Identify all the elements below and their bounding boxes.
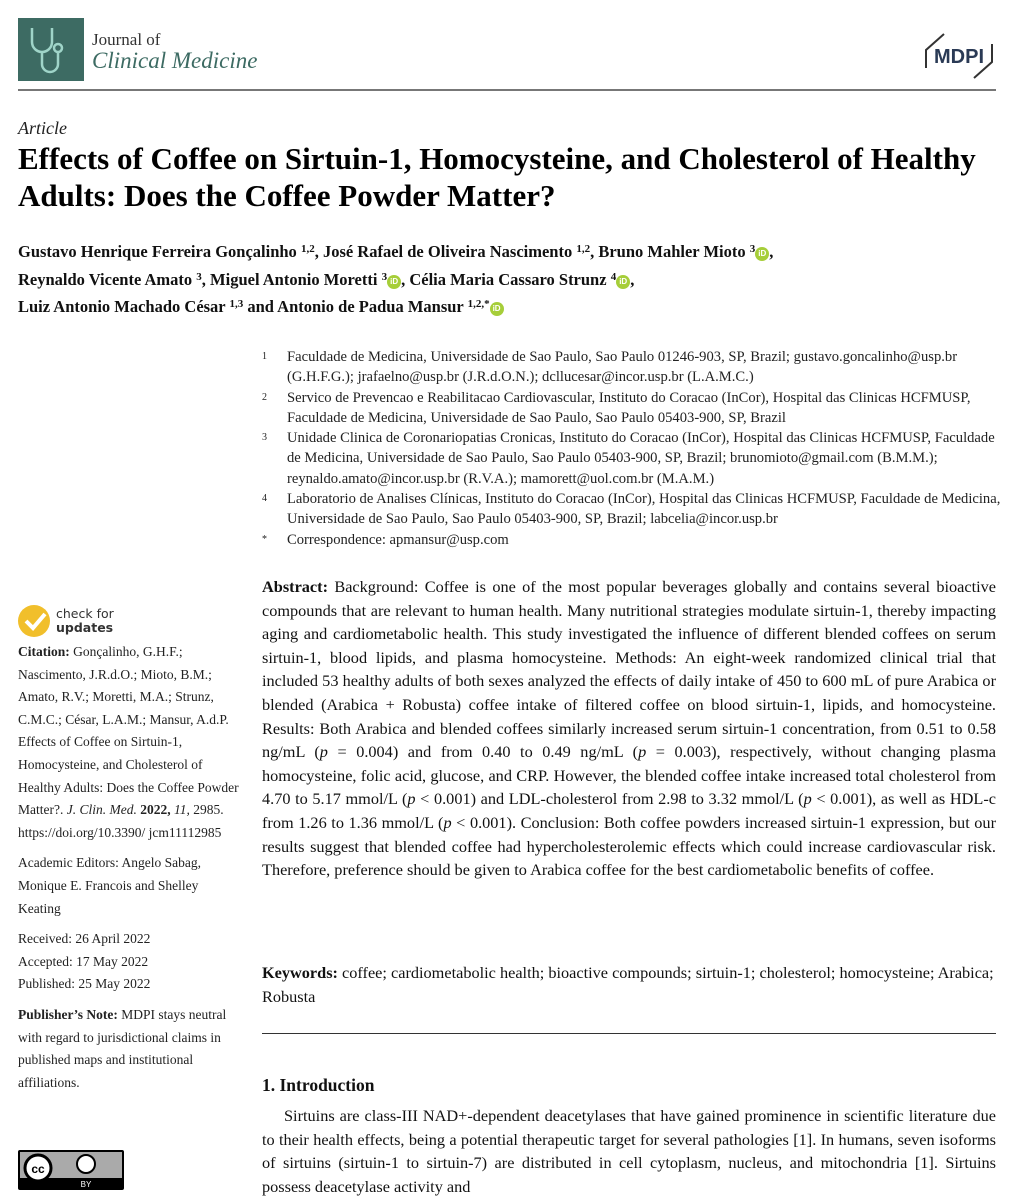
published-date: Published: 25 May 2022 [18,976,151,992]
citation-text: Gonçalinho, G.H.F.; Nascimento, J.R.d.O.; Mioto, B.M.; Amato, R.V.; Moretti, M.A.; Strunz, C.M.C.; César, L.A.M.; Mansur, A.d.P. Effects of Coffee on Sirtuin-1, Homocysteine, and Cholesterol of Healthy Adults: Does the Coffee Powder Matter?. [18,644,239,818]
author-separator: and [243,297,278,316]
header-rule [18,89,996,91]
stethoscope-icon [18,18,84,81]
affiliation-text: Unidade Clinica de Coronariopatias Cronicas, Instituto do Coracao (InCor), Hospital das Clinicas HCFMUSP, Faculdade de Medicina, Universidade de Sao Paulo, Sao Paulo 05403-900, SP, Brazil; brunomioto@gmail.com (B.M.M.); reynaldo.amato@incor.usp.br (R.V.A.); mamorett@uol.com.br (M.A.M.) [287,430,995,487]
affiliation-item [262,530,1002,550]
affiliation-item [262,388,1002,429]
check-for-label: check for [56,606,114,621]
abstract-text: < 0.001). Conclusion: Both coffee powders increased sirtuin-1 expression, but our results suggest that blended coffee had hypercholesterolemic effects which could increase cardiovascular risk. Therefore, preference should be given to Arabica coffee for the best cardiometabolic benefits of coffee. [262,812,996,880]
journal-name-line2: Clinical Medicine [92,48,258,73]
author-name[interactable]: Miguel Antonio Moretti [210,269,378,289]
sidebar [18,605,244,1102]
citation-doi[interactable]: 2985. https://doi.org/10.3390/ jcm11112985 [18,802,224,840]
mdpi-text: MDPI [934,46,984,68]
author-list [18,237,998,320]
keywords [262,961,996,1008]
author-separator: , [314,242,323,261]
citation-journal: J. Clin. Med. [66,802,137,818]
abstract-text: p [407,789,416,809]
abstract-text: Background: Coffee is one of the most popular beverages globally and contains several bioactive compounds that are relevant to human health. Many nutritional strategies modulate sirtuin-1, thereby impacting aging and cardiometabolic health. This study investigated the influence of different blended coffees on serum sirtuin-1, blood lipids, and plasma homocysteine. Methods: An eight-week randomized clinical trial that included 53 healthy adults of both sexes analyzed the effects of daily intake of 450 to 600 mL of pure Arabica or blended (Arabica + Robusta) coffee intake of filtered coffee on blood sirtuin-1, lipids, and homocysteine. Results: Both Arabica and blended coffees similarly increased serum sirtuin-1 concentration, from 0.51 to 0.58 ng/mL ( [262,577,996,762]
citation-label: Citation: [18,644,70,659]
abstract-text: = 0.004) and from 0.40 to 0.49 ng/mL ( [327,742,639,762]
section-heading-introduction: 1. Introduction [262,1075,375,1095]
citation [18,641,244,844]
author-affiliation-sup: 3 [749,243,756,255]
affiliation-number: 1 [262,351,267,362]
orcid-icon[interactable]: iD [387,275,401,289]
orcid-icon[interactable]: iD [616,275,630,289]
author-affiliation-sup: 1,3 [229,298,244,310]
section-rule [262,1033,996,1034]
journal-logo [18,18,84,81]
affiliation-text: Faculdade de Medicina, Universidade de Sao Paulo, Sao Paulo 01246-903, SP, Brazil; gustavo.goncalinho@usp.br (G.H.F.G.); jrafaelno@usp.br (J.R.d.O.N.); dcllucesar@incor.usp.br (L.A.M.C.) [287,349,958,386]
author-separator: , [630,269,635,289]
svg-text:cc: cc [31,1162,45,1176]
author-name[interactable]: Antonio de Padua Mansur [277,297,464,316]
article-type: Article [18,118,67,138]
paper-title: Effects of Coffee on Sirtuin-1, Homocysteine, and Cholesterol of Healthy Adults: Does the Coffee Powder Matter? [18,141,976,213]
note-label: Publisher’s Note: [18,1006,118,1022]
affiliation-item [262,489,1002,530]
author-name[interactable]: Reynaldo Vicente Amato [18,269,193,289]
author-affiliation-sup: 1,2,* [467,298,490,310]
license-label: BY [80,1180,92,1188]
check-for-updates-button[interactable] [18,605,244,637]
author-name[interactable]: Luiz Antonio Machado César [18,297,226,316]
affiliation-number: 2 [262,391,267,403]
affiliation-number: 4 [262,493,267,505]
abstract-text: < 0.001) and LDL-cholesterol from 2.98 to 3.32 mmol/L ( [415,789,804,809]
affiliation-item [262,347,1002,388]
abstract-text: p [319,742,328,762]
abstract-text: p [803,789,812,809]
abstract-text: p [443,812,452,832]
author-separator: , [201,269,211,289]
author-affiliation-sup: 4 [610,270,617,283]
academic-editors: Academic Editors: Angelo Sabag, Monique E. Francois and Shelley Keating [18,855,201,916]
author-separator: , [590,242,599,261]
orcid-icon[interactable]: iD [755,247,769,261]
journal-name-line1: Journal of [92,30,161,49]
affiliation-number: 3 [262,432,267,444]
author-affiliation-sup: 1,2 [576,243,591,255]
citation-year: 2022, [136,802,171,818]
updates-label: updates [56,620,114,635]
affiliation-text: Laboratorio de Analises Clínicas, Instituto do Coracao (InCor), Hospital das Clinicas HCFMUSP, Faculdade de Medicina, Universidade de Sao Paulo, Sao Paulo 05403-900, SP, Brazil; labcelia@incor.usp.br [287,491,1001,528]
abstract-text: < 0.001), as well as HDL-c from 1.26 to 1.36 mmol/L ( [262,789,996,832]
affiliation-text: Servico de Prevencao e Reabilitacao Cardiovascular, Instituto do Coracao (InCor), Hospital das Clinicas HCFMUSP, Faculdade de Medicina, Universidade de Sao Paulo, Sao Paulo 05403-900, SP, Brazil [287,389,971,426]
introduction-paragraph: Sirtuins are class-III NAD+-dependent deacetylases that have gained prominence in scientific literature due to their health effects, being a potential therapeutic target for several pathologies [1]. In humans, seven isoforms of sirtuins (sirtuin-1 to sirtuin-7) are distributed in cell cytoplasm, nucleus, and mitochondria [1]. Sirtuins possess deacetylase activity and [262,1106,996,1196]
mdpi-logo [918,28,1000,84]
author-affiliation-sup: 3 [196,270,202,283]
author-name[interactable]: Gustavo Henrique Ferreira Gonçalinho [18,242,297,261]
author-name[interactable]: José Rafael de Oliveira Nascimento [322,242,573,261]
keywords-text: coffee; cardiometabolic health; bioactive compounds; sirtuin-1; cholesterol; homocysteine; Arabica; Robusta [262,963,994,1006]
orcid-icon[interactable]: iD [490,302,504,316]
author-separator: , [401,269,410,289]
accepted-date: Accepted: 17 May 2022 [18,953,149,969]
abstract-text: p [638,742,647,762]
note-text: MDPI stays neutral with regard to jurisdictional claims in published maps and institutional affiliations. [18,1006,227,1090]
publishers-note [18,1004,244,1094]
abstract [262,575,996,882]
affiliation-number: * [262,533,267,545]
abstract-text: = 0.003), respectively, without changing plasma homocysteine, folic acid, glucose, and CRP. However, the blended coffee intake increased total cholesterol from 4.70 to 5.17 mmol/L ( [262,742,996,809]
author-affiliation-sup: 1,2 [300,243,315,255]
received-date: Received: 26 April 2022 [18,931,151,947]
affiliations [262,347,1002,550]
author-separator: , [769,242,774,261]
abstract-label: Abstract: [262,577,329,596]
author-affiliation-sup: 3 [381,270,388,283]
author-name[interactable]: Bruno Mahler Mioto [598,242,746,261]
author-name[interactable]: Célia Maria Cassaro Strunz [409,269,607,289]
checkmark-icon [18,605,50,637]
keywords-label: Keywords: [262,963,338,982]
citation-volume: 11, [170,802,190,818]
affiliation-item [262,428,1002,489]
affiliation-text: Correspondence: apmansur@usp.com [287,531,509,548]
cc-by-license-badge[interactable] [18,1150,124,1190]
